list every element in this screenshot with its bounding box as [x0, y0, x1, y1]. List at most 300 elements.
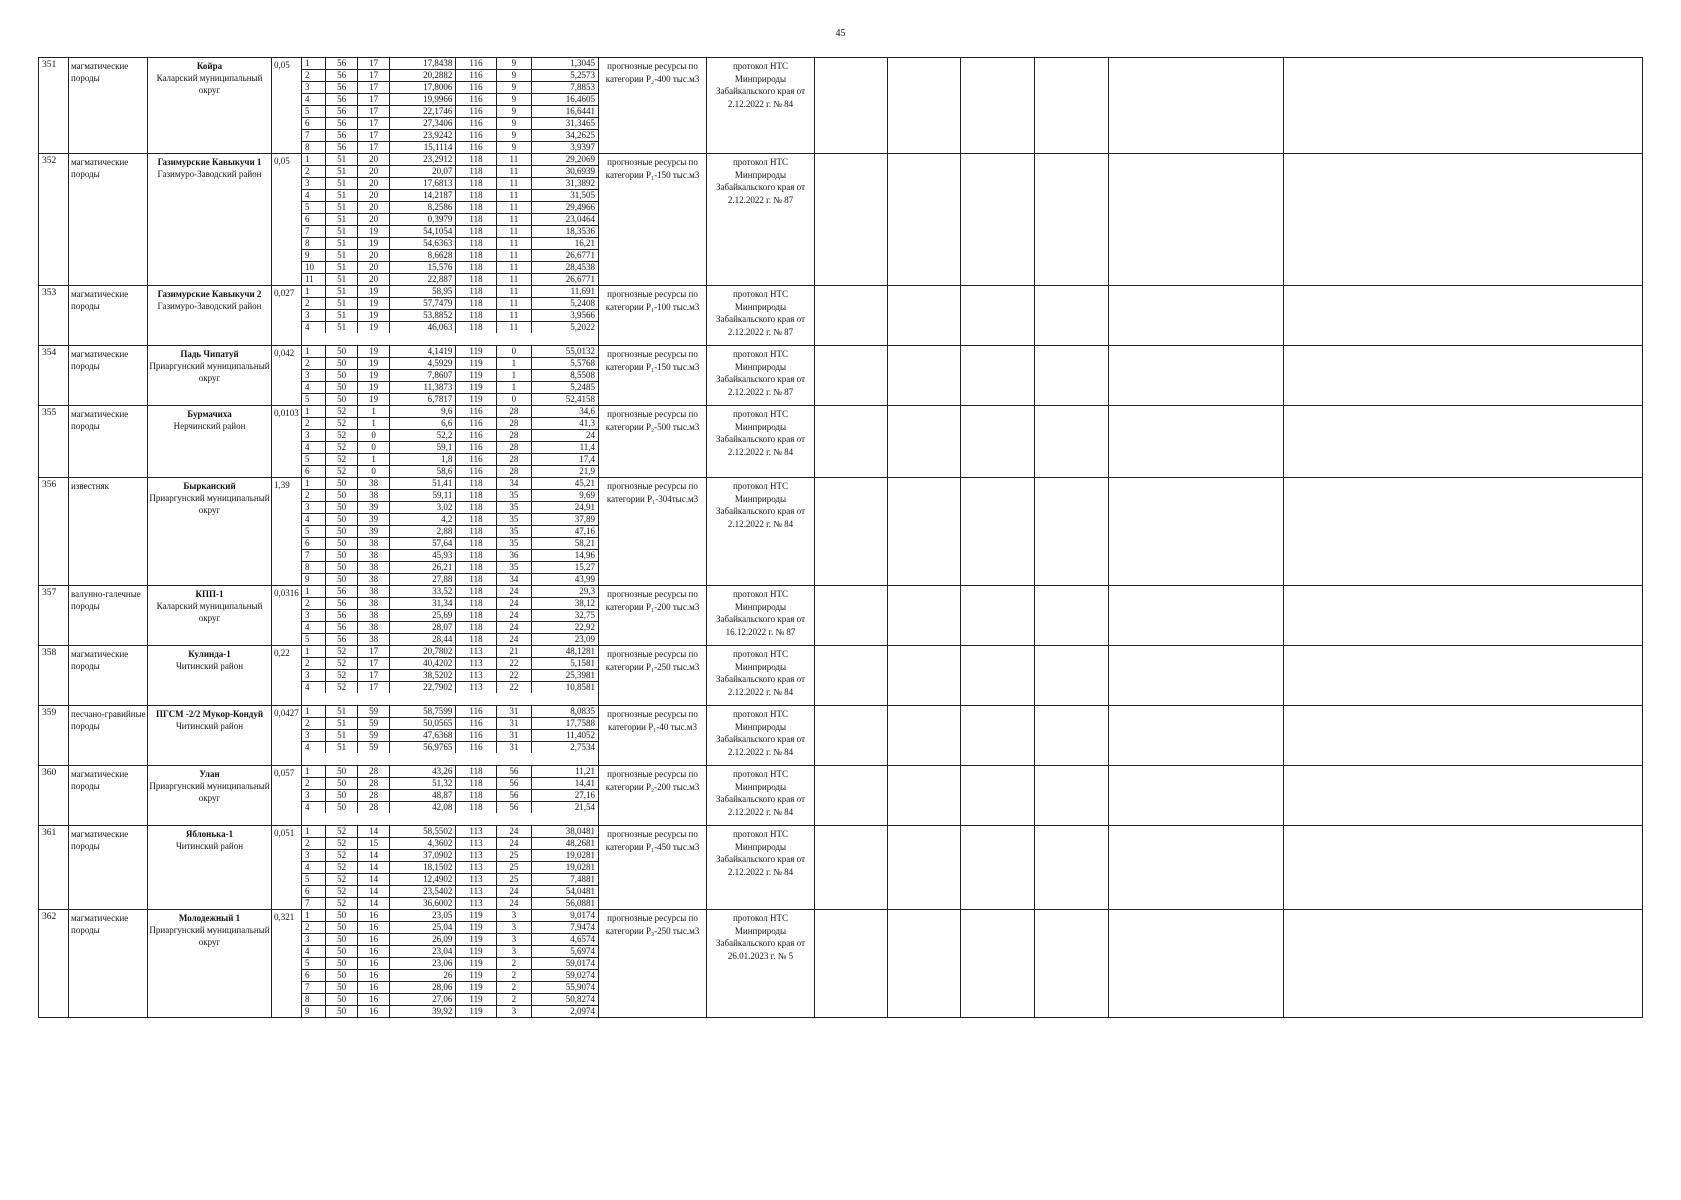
empty-cell	[1109, 154, 1284, 286]
coordinate-cell: 118	[456, 286, 496, 298]
coordinate-cell: 19	[358, 382, 390, 394]
coordinate-cell: 2	[496, 994, 532, 1006]
coordinate-cell: 116	[456, 430, 496, 442]
coordinate-cell: 6,6	[390, 418, 456, 430]
coordinate-cell: 51	[326, 286, 358, 298]
coordinate-cell: 17	[358, 58, 390, 70]
coordinate-cell: 25	[496, 850, 532, 862]
coordinate-cell: 21,54	[574, 802, 595, 812]
coordinate-cell: 2	[302, 166, 326, 178]
coordinate-cell: 116	[456, 70, 496, 82]
coordinate-cell: 31,34	[390, 598, 456, 610]
coordinate-cell: 58,21	[532, 538, 598, 550]
coordinate-cell: 4	[302, 190, 326, 202]
resources-text: прогнозные ресурсы по категории P₁-304тыс.м3	[606, 481, 699, 504]
coordinate-cell: 7	[302, 898, 326, 910]
coordinate-cell: 50	[326, 766, 358, 778]
coordinate-cell: 19	[358, 322, 390, 334]
coordinate-cell: 7	[302, 226, 326, 238]
coordinate-cell: 9	[496, 94, 532, 106]
coordinate-cell: 18,3536	[532, 226, 598, 238]
coordinate-cell: 50	[326, 994, 358, 1006]
coordinate-row	[302, 370, 598, 382]
deposit-row	[39, 586, 1643, 646]
site-name: Бырканский	[183, 481, 236, 491]
area-cell	[272, 766, 302, 826]
coordinate-row	[302, 190, 598, 202]
empty-cell	[888, 646, 961, 706]
site-location: Приаргунский муниципальный округ	[149, 493, 270, 515]
coordinate-row	[302, 514, 598, 526]
coordinate-cell: 24	[496, 898, 532, 910]
coordinate-cell: 118	[456, 490, 496, 502]
area-value: 0,027	[274, 288, 295, 298]
coordinate-cell: 25,3981	[532, 670, 598, 682]
protocol-text: протокол НТС Минприроды Забайкальского края от 2.12.2022 г. № 84	[716, 769, 805, 817]
coordinate-cell: 51	[326, 154, 358, 166]
resources-cell	[599, 286, 707, 346]
coordinate-cell: 45,93	[390, 550, 456, 562]
coordinate-row	[302, 910, 598, 922]
coordinate-row	[302, 322, 598, 334]
coordinate-cell: 38,5202	[390, 670, 456, 682]
protocol-cell	[707, 478, 815, 586]
coordinate-cell: 25	[496, 862, 532, 874]
rock-type-cell	[69, 586, 148, 646]
coordinate-cell: 32,75	[532, 610, 598, 622]
coordinate-cell: 55,0132	[532, 346, 598, 358]
coordinate-cell: 118	[456, 610, 496, 622]
coordinate-cell: 33,52	[390, 586, 456, 598]
coordinate-row	[302, 154, 598, 166]
coordinate-cell: 10,8581	[565, 682, 595, 692]
coordinate-cell: 56	[326, 58, 358, 70]
coordinate-cell: 11	[496, 250, 532, 262]
coordinate-cell: 9	[496, 70, 532, 82]
coordinate-cell: 58,6	[390, 466, 456, 478]
coordinate-row	[302, 238, 598, 250]
coordinate-cell: 24	[496, 622, 532, 634]
resources-text: прогнозные ресурсы по категории P₁-40 тыс.м3	[607, 709, 698, 732]
coordinate-row	[302, 862, 598, 874]
entry-number-cell	[39, 478, 69, 586]
coordinate-cell: 53,8852	[390, 310, 456, 322]
empty-cell	[815, 826, 888, 910]
coordinate-cell: 0,3979	[390, 214, 456, 226]
coordinate-cell: 22	[496, 670, 532, 682]
empty-cell	[888, 406, 961, 478]
coordinate-cell: 6	[302, 970, 326, 982]
coordinate-cell: 0	[358, 430, 390, 442]
coordinate-cell: 25,04	[390, 922, 456, 934]
entry-number-cell	[39, 346, 69, 406]
coordinate-cell: 11	[496, 202, 532, 214]
coordinate-cell: 2	[302, 418, 326, 430]
coordinate-cell: 118	[456, 202, 496, 214]
empty-cell	[888, 910, 961, 1018]
coordinate-cell: 27,06	[390, 994, 456, 1006]
rock-type: магматические породы	[71, 649, 129, 671]
entry-number: 362	[42, 912, 57, 922]
coordinate-cell: 10	[302, 262, 326, 274]
coordinate-cell: 35	[496, 514, 532, 526]
coordinate-cell: 3	[302, 310, 326, 322]
coordinate-cell: 20	[358, 166, 390, 178]
rock-type: магматические породы	[71, 349, 129, 371]
coordinate-cell: 6	[302, 886, 326, 898]
coordinate-cell: 2,7534	[570, 742, 595, 752]
coordinate-cell: 38	[358, 622, 390, 634]
coordinates-cell	[302, 706, 599, 766]
coordinate-cell: 4	[302, 742, 326, 754]
site-cell	[148, 406, 272, 478]
coordinate-row	[302, 82, 598, 94]
coordinate-cell: 119	[456, 946, 496, 958]
coordinate-cell: 11,21	[532, 766, 598, 778]
area-value: 0,0316	[274, 588, 299, 598]
coordinate-cell: 38	[358, 550, 390, 562]
coordinate-cell: 54,0481	[532, 886, 598, 898]
coordinate-row	[302, 898, 598, 910]
coordinate-cell: 21,9	[579, 466, 595, 476]
coordinate-cell: 6	[302, 214, 326, 226]
coordinate-cell: 56	[496, 802, 532, 814]
coordinate-cell: 7,4881	[532, 874, 598, 886]
coordinate-cell: 51	[326, 298, 358, 310]
area-cell	[272, 910, 302, 1018]
coordinate-cell: 5,5768	[532, 358, 598, 370]
coordinate-cell: 118	[456, 226, 496, 238]
coordinate-cell: 51	[326, 730, 358, 742]
coordinate-cell: 50	[326, 802, 358, 814]
coordinates-cell	[302, 154, 599, 286]
coordinate-cell: 22,1746	[390, 106, 456, 118]
coordinate-row	[302, 658, 598, 670]
coordinate-cell: 119	[456, 922, 496, 934]
coordinate-cell: 17	[358, 658, 390, 670]
coordinate-row	[302, 118, 598, 130]
coordinate-cell: 118	[456, 178, 496, 190]
area-cell	[272, 154, 302, 286]
rock-type-cell	[69, 826, 148, 910]
coordinate-cell: 3	[302, 178, 326, 190]
rock-type: валунно-галечные породы	[71, 589, 141, 611]
coordinate-cell: 14	[358, 898, 390, 910]
coordinate-cell: 4	[302, 382, 326, 394]
resources-cell	[599, 646, 707, 706]
coordinate-cell: 116	[456, 706, 496, 718]
coordinate-cell: 56	[326, 634, 358, 646]
empty-cell	[961, 706, 1035, 766]
coordinate-cell: 52	[326, 454, 358, 466]
coordinate-cell: 27,16	[532, 790, 598, 802]
coordinate-cell: 59	[358, 706, 390, 718]
empty-cell	[815, 910, 888, 1018]
empty-cell	[1035, 586, 1109, 646]
coordinate-cell: 116	[456, 418, 496, 430]
site-location: Каларский муниципальный округ	[156, 73, 263, 95]
entry-number: 360	[42, 768, 57, 778]
coordinate-cell: 25	[496, 874, 532, 886]
coordinate-cell: 1	[302, 406, 326, 418]
coordinate-cell: 51	[326, 310, 358, 322]
entry-number-cell	[39, 586, 69, 646]
coordinate-cell: 3	[302, 670, 326, 682]
empty-cell	[1035, 406, 1109, 478]
coordinate-cell: 59,11	[390, 490, 456, 502]
coordinate-cell: 11	[496, 166, 532, 178]
page-number: 45	[835, 28, 846, 39]
site-cell	[148, 478, 272, 586]
coordinate-cell: 118	[456, 154, 496, 166]
empty-cell	[961, 406, 1035, 478]
coordinate-cell: 118	[456, 514, 496, 526]
coordinate-cell: 4	[302, 682, 326, 694]
coordinate-cell: 21	[496, 646, 532, 658]
rock-type-cell	[69, 910, 148, 1018]
coordinate-cell: 51	[326, 262, 358, 274]
coordinate-row	[302, 706, 598, 718]
empty-cell	[961, 154, 1035, 286]
coordinates-cell	[302, 406, 599, 478]
coordinate-cell: 118	[456, 190, 496, 202]
coordinate-cell: 27,88	[390, 574, 456, 586]
coordinate-cell: 4,3602	[390, 838, 456, 850]
coordinate-cell: 8,6628	[390, 250, 456, 262]
coordinate-cell: 8	[302, 142, 326, 154]
coordinate-cell: 50,8274	[532, 994, 598, 1006]
coordinate-cell: 5,2485	[532, 382, 598, 394]
coordinate-cell: 51	[326, 322, 358, 334]
coordinate-cell: 14	[358, 862, 390, 874]
empty-cell	[1109, 910, 1284, 1018]
coordinate-cell: 51	[326, 190, 358, 202]
coordinate-cell: 119	[456, 982, 496, 994]
coordinate-cell: 9,0174	[532, 910, 598, 922]
coordinate-cell: 43,99	[574, 574, 595, 584]
coordinate-cell: 28	[358, 766, 390, 778]
coordinate-cell: 14	[358, 826, 390, 838]
coordinate-cell: 11	[496, 310, 532, 322]
coordinate-cell: 116	[456, 130, 496, 142]
coordinate-cell: 2,88	[390, 526, 456, 538]
coordinate-cell: 4	[302, 862, 326, 874]
coordinate-cell: 5	[302, 958, 326, 970]
coordinate-row	[302, 490, 598, 502]
site-location: Читинский район	[175, 721, 244, 731]
coordinate-cell: 56	[326, 586, 358, 598]
resources-cell	[599, 154, 707, 286]
coordinate-cell: 28,06	[390, 982, 456, 994]
rock-type: магматические породы	[71, 769, 129, 791]
coordinate-cell: 16	[358, 970, 390, 982]
coordinate-cell: 50	[326, 370, 358, 382]
coordinate-cell: 14,2187	[390, 190, 456, 202]
coordinate-cell: 29,2069	[532, 154, 598, 166]
coordinate-cell: 28	[358, 790, 390, 802]
coordinate-cell: 16,21	[532, 238, 598, 250]
empty-cell	[888, 766, 961, 826]
empty-cell	[888, 286, 961, 346]
coordinate-cell: 5	[302, 394, 326, 406]
coordinate-cell: 26,6771	[532, 250, 598, 262]
coordinate-cell: 19	[358, 394, 390, 406]
coordinate-cell: 15,576	[390, 262, 456, 274]
coordinate-cell: 3	[302, 934, 326, 946]
protocol-text: протокол НТС Минприроды Забайкальского края от 2.12.2022 г. № 84	[716, 481, 805, 529]
resources-cell	[599, 586, 707, 646]
empty-cell	[1109, 406, 1284, 478]
coordinate-cell: 42,08	[390, 802, 456, 814]
site-location: Читинский район	[175, 661, 244, 671]
coordinate-cell: 118	[456, 634, 496, 646]
coordinate-cell: 51	[326, 706, 358, 718]
coordinate-cell: 2	[302, 778, 326, 790]
coordinate-cell: 50	[326, 478, 358, 490]
coordinate-cell: 23,5402	[390, 886, 456, 898]
coordinate-cell: 28	[496, 418, 532, 430]
coordinate-cell: 3	[496, 1006, 532, 1018]
coordinate-cell: 23,05	[390, 910, 456, 922]
coordinate-cell: 118	[456, 802, 496, 814]
coordinate-cell: 5,2022	[570, 322, 595, 332]
empty-cell	[1109, 286, 1284, 346]
coordinate-cell: 119	[456, 382, 496, 394]
coordinate-cell: 48,1281	[532, 646, 598, 658]
empty-cell	[961, 478, 1035, 586]
empty-cell	[888, 478, 961, 586]
empty-cell	[961, 826, 1035, 910]
coordinate-cell: 34,6	[532, 406, 598, 418]
area-value: 1,39	[274, 480, 290, 490]
coordinate-cell: 118	[456, 778, 496, 790]
coordinate-row	[302, 262, 598, 274]
coordinate-row	[302, 298, 598, 310]
coordinate-row	[302, 574, 598, 586]
coordinate-cell: 116	[456, 118, 496, 130]
coordinates-table	[302, 586, 598, 645]
entry-number-cell	[39, 910, 69, 1018]
coordinate-cell: 118	[456, 322, 496, 334]
coordinate-cell: 17,8006	[390, 82, 456, 94]
site-name: Молодежный 1	[178, 913, 241, 923]
coordinate-cell: 4,6574	[532, 934, 598, 946]
empty-cell	[815, 706, 888, 766]
resources-cell	[599, 766, 707, 826]
coordinate-cell: 52	[326, 862, 358, 874]
area-cell	[272, 706, 302, 766]
coordinate-cell: 52	[326, 826, 358, 838]
empty-cell	[961, 346, 1035, 406]
coordinate-cell: 118	[456, 310, 496, 322]
coordinate-cell: 52	[326, 442, 358, 454]
coordinate-cell: 59,0174	[532, 958, 598, 970]
coordinate-cell: 34	[496, 478, 532, 490]
site-location: Приаргунский муниципальный округ	[149, 781, 270, 803]
empty-cell	[961, 586, 1035, 646]
coordinate-row	[302, 802, 598, 814]
coordinates-cell	[302, 766, 599, 826]
coordinate-cell: 31,505	[532, 190, 598, 202]
coordinate-cell: 28	[496, 442, 532, 454]
coordinate-cell: 17	[358, 106, 390, 118]
coordinate-row	[302, 550, 598, 562]
coordinate-row	[302, 922, 598, 934]
coordinate-cell: 24	[496, 838, 532, 850]
coordinate-cell: 18,1502	[390, 862, 456, 874]
coordinates-cell	[302, 346, 599, 406]
coordinate-cell: 5	[302, 106, 326, 118]
coordinate-cell: 23,2912	[390, 154, 456, 166]
coordinate-cell: 118	[456, 574, 496, 586]
rock-type-cell	[69, 478, 148, 586]
coordinates-cell	[302, 58, 599, 154]
area-cell	[272, 286, 302, 346]
coordinate-row	[302, 562, 598, 574]
coordinate-cell: 50	[326, 562, 358, 574]
site-location: Читинский район	[175, 841, 244, 851]
resources-cell	[599, 58, 707, 154]
coordinate-cell: 16	[358, 982, 390, 994]
coordinate-cell: 1	[302, 826, 326, 838]
entry-number: 358	[42, 648, 57, 658]
coordinate-row	[302, 538, 598, 550]
coordinate-cell: 116	[456, 406, 496, 418]
empty-cell	[1035, 286, 1109, 346]
coordinate-cell: 51	[326, 214, 358, 226]
coordinate-cell: 14	[358, 886, 390, 898]
coordinate-cell: 31	[496, 718, 532, 730]
coordinate-row	[302, 202, 598, 214]
coordinate-cell: 20	[358, 214, 390, 226]
coordinate-cell: 17	[358, 670, 390, 682]
coordinate-cell: 52	[326, 898, 358, 910]
empty-cell	[1109, 346, 1284, 406]
coordinate-cell: 113	[456, 682, 496, 694]
coordinate-cell: 52	[326, 838, 358, 850]
coordinate-row	[302, 382, 598, 394]
coordinate-cell: 51,32	[390, 778, 456, 790]
coordinate-cell: 11,691	[532, 286, 598, 298]
coordinate-cell: 118	[456, 262, 496, 274]
area-cell	[272, 406, 302, 478]
empty-cell	[888, 346, 961, 406]
rock-type-cell	[69, 646, 148, 706]
empty-cell	[1109, 646, 1284, 706]
coordinate-cell: 51	[326, 250, 358, 262]
coordinate-cell: 113	[456, 898, 496, 910]
coordinate-row	[302, 730, 598, 742]
site-name: Койра	[196, 61, 223, 71]
entry-number: 353	[42, 288, 57, 298]
coordinate-cell: 26	[390, 970, 456, 982]
coordinate-cell: 24	[496, 586, 532, 598]
coordinate-cell: 4	[302, 802, 326, 814]
rock-type-cell	[69, 154, 148, 286]
coordinate-cell: 28,07	[390, 622, 456, 634]
coordinate-cell: 3	[496, 934, 532, 946]
area-cell	[272, 646, 302, 706]
site-cell	[148, 58, 272, 154]
coordinate-cell: 56	[326, 118, 358, 130]
coordinate-row	[302, 466, 598, 478]
coordinate-row	[302, 982, 598, 994]
resources-cell	[599, 910, 707, 1018]
area-value: 0,321	[274, 912, 295, 922]
coordinate-cell: 52	[326, 406, 358, 418]
rock-type-cell	[69, 706, 148, 766]
coordinate-cell: 3,9566	[532, 310, 598, 322]
